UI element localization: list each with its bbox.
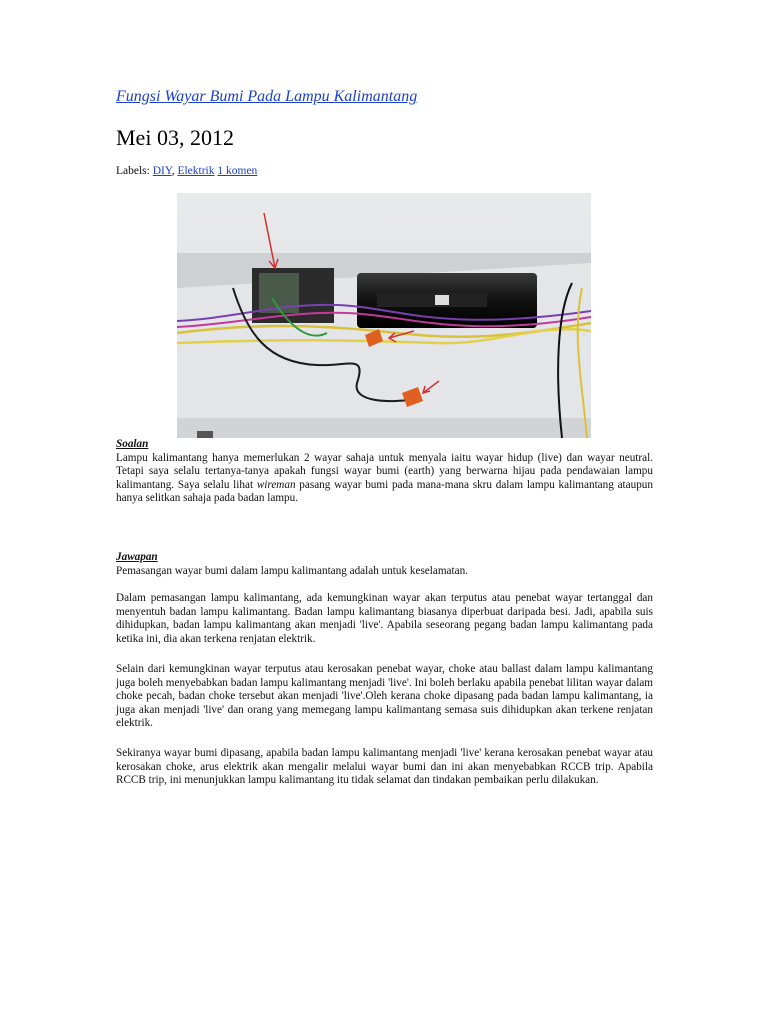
jawapan-paragraph-1: Dalam pemasangan lampu kalimantang, ada kemungkinan wayar akan terputus atau penebat wayar tertanggal dan menyentuh badan lampu kalimantang. Badan lampu kalimantang biasanya diperbuat daripada besi. Jadi, apabila suis dihidupkan, badan lampu kalimantang akan menjadi 'live'. Apabila seseorang pegang badan lampu kalimantang pada ketika ini, dia akan terkena renjatan elektrik.: [116, 592, 653, 645]
jawapan-paragraph-2: Selain dari kemungkinan wayar terputus atau kerosakan penebat wayar, choke atau ballast dalam lampu kalimantang juga boleh menyebabkan badan lampu kalimantang menjadi 'live'. Ini boleh berlaku apabila penebat lilitan wayar dalam choke pecah, badan choke tersebut akan menjadi 'live'.Oleh kerana choke dipasang pada badan lampu kalimantang, ia juga akan menjadi 'live' dan orang yang memegang lampu kalimantang semasa suis dihidupkan akan terkene renjatan elektrik.: [116, 663, 653, 730]
comments-link[interactable]: 1 komen: [217, 165, 258, 177]
jawapan-intro: Pemasangan wayar bumi dalam lampu kalimantang adalah untuk keselamatan.: [116, 564, 468, 577]
post-date: Mei 03, 2012: [116, 125, 234, 150]
fluorescent-fixture-photo: [177, 193, 591, 438]
label-separator: ,: [171, 165, 178, 177]
soalan-section: [116, 438, 653, 506]
label-link-elektrik[interactable]: Elektrik: [177, 165, 215, 177]
soalan-heading: Soalan: [116, 438, 149, 450]
soalan-italic-word: wireman: [256, 478, 296, 491]
jawapan-paragraph-3: Sekiranya wayar bumi dipasang, apabila badan lampu kalimantang menjadi 'live' kerana kerosakan penebat wayar atau kerosakan choke, arus elektrik akan mengalir melalui wayar bumi dan ini akan menyebabkan RCCB trip. Apabila RCCB trip, ini menunjukkan lampu kalimantang itu tidak selamat dan tindakan pembaikan perlu dilakukan.: [116, 747, 653, 787]
jawapan-heading: Jawapan: [116, 551, 158, 563]
soalan-text-after: pasang wayar bumi pada mana-mana skru dalam lampu kalimantang ataupun hanya selitkan sahaja pada badan lampu.: [116, 478, 653, 505]
post-title-link[interactable]: Fungsi Wayar Bumi Pada Lampu Kalimantang: [116, 88, 418, 105]
soalan-text: [116, 452, 653, 506]
soalan-text-before: Lampu kalimantang hanya memerlukan 2 wayar sahaja untuk menyala iaitu wayar hidup (live) dan wayar neutral. Tetapi saya selalu tertanya-tanya apakah fungsi wayar bumi (earth) yang berwarna hijau pada pendawaian lampu kalimantang. Saya selalu lihat: [116, 451, 653, 491]
post-labels: [116, 165, 257, 177]
jawapan-section: [116, 551, 653, 578]
label-link-diy[interactable]: DIY: [152, 165, 172, 177]
labels-prefix: Labels:: [116, 165, 153, 177]
